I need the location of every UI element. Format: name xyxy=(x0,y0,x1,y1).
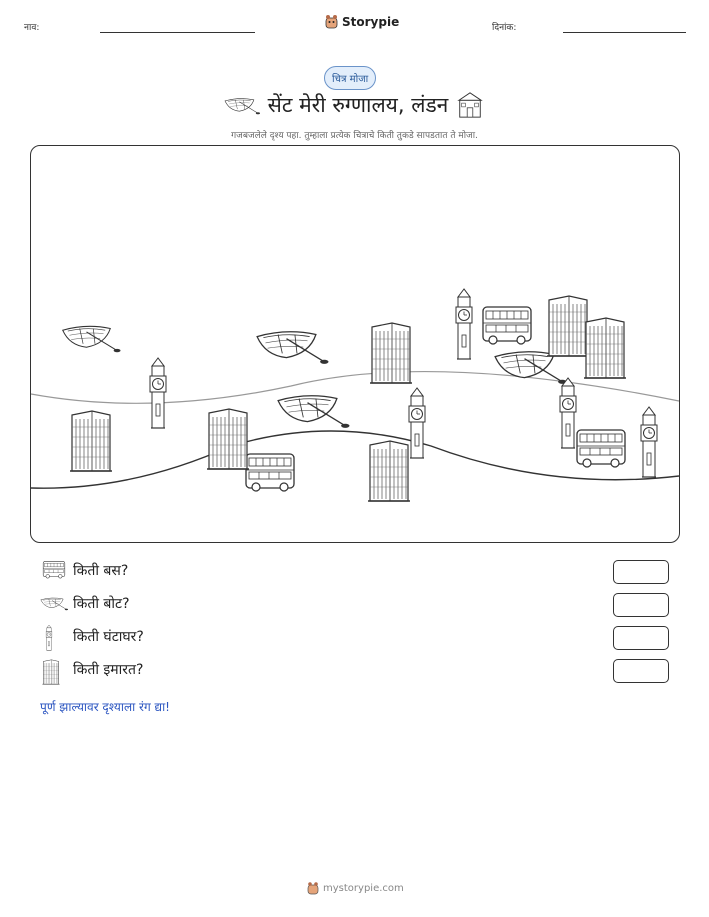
page-title: सेंट मेरी रुग्णालय, लंडन xyxy=(267,93,449,117)
boat-icon xyxy=(40,595,68,611)
instructions: गजबजलेले दृश्य पहा. तुम्हाला प्रत्येक चित्राचे किती तुकडे सापडतात ते मोजा. xyxy=(231,131,478,141)
clock-tower xyxy=(560,378,576,448)
clock-tower xyxy=(641,407,657,477)
hospital-icon xyxy=(456,91,484,119)
question-text: किती बोट? xyxy=(73,596,130,612)
building xyxy=(370,323,412,383)
building xyxy=(368,441,410,501)
answer-box[interactable] xyxy=(613,560,669,584)
question-list xyxy=(40,560,672,692)
question-text: किती बस? xyxy=(73,563,129,579)
storypie-mascot-icon xyxy=(307,881,319,895)
back-hill-line xyxy=(31,372,679,404)
question-row xyxy=(40,593,672,626)
scene-illustration xyxy=(31,146,679,542)
building xyxy=(207,409,249,469)
clock-tower xyxy=(150,358,166,428)
clock-tower xyxy=(456,289,472,359)
bus xyxy=(577,430,625,467)
coloring-note: पूर्ण झाल्यावर दृश्याला रंग द्या! xyxy=(40,700,170,714)
title-row xyxy=(203,90,505,120)
footer xyxy=(307,881,404,895)
question-text: किती इमारत? xyxy=(73,662,144,678)
answer-box[interactable] xyxy=(613,626,669,650)
boat xyxy=(278,396,349,428)
question-row xyxy=(40,560,672,593)
question-text: किती घंटाघर? xyxy=(73,629,144,645)
clock-tower xyxy=(409,388,425,458)
date-label: दिनांक: xyxy=(492,23,517,33)
question-row xyxy=(40,626,672,659)
boat xyxy=(257,332,328,364)
brand-name: Storypie xyxy=(342,14,400,29)
name-line[interactable] xyxy=(100,32,255,33)
boat xyxy=(63,326,121,352)
date-line[interactable] xyxy=(563,32,686,33)
building-icon xyxy=(42,659,60,685)
footer-url[interactable]: mystorypie.com xyxy=(323,882,404,894)
building xyxy=(584,318,626,378)
question-row xyxy=(40,659,672,692)
clock-tower-icon xyxy=(43,625,55,651)
building xyxy=(547,296,589,356)
building xyxy=(70,411,112,471)
counting-scene xyxy=(30,145,680,543)
activity-badge: चित्र मोजा xyxy=(324,66,376,90)
name-label: नाव: xyxy=(24,23,40,33)
answer-box[interactable] xyxy=(613,659,669,683)
boat-icon xyxy=(224,94,260,116)
bus-icon xyxy=(42,561,66,579)
bus xyxy=(246,454,294,491)
answer-box[interactable] xyxy=(613,593,669,617)
bus xyxy=(483,307,531,344)
storypie-mascot-icon xyxy=(325,14,338,29)
brand-logo xyxy=(325,14,399,29)
